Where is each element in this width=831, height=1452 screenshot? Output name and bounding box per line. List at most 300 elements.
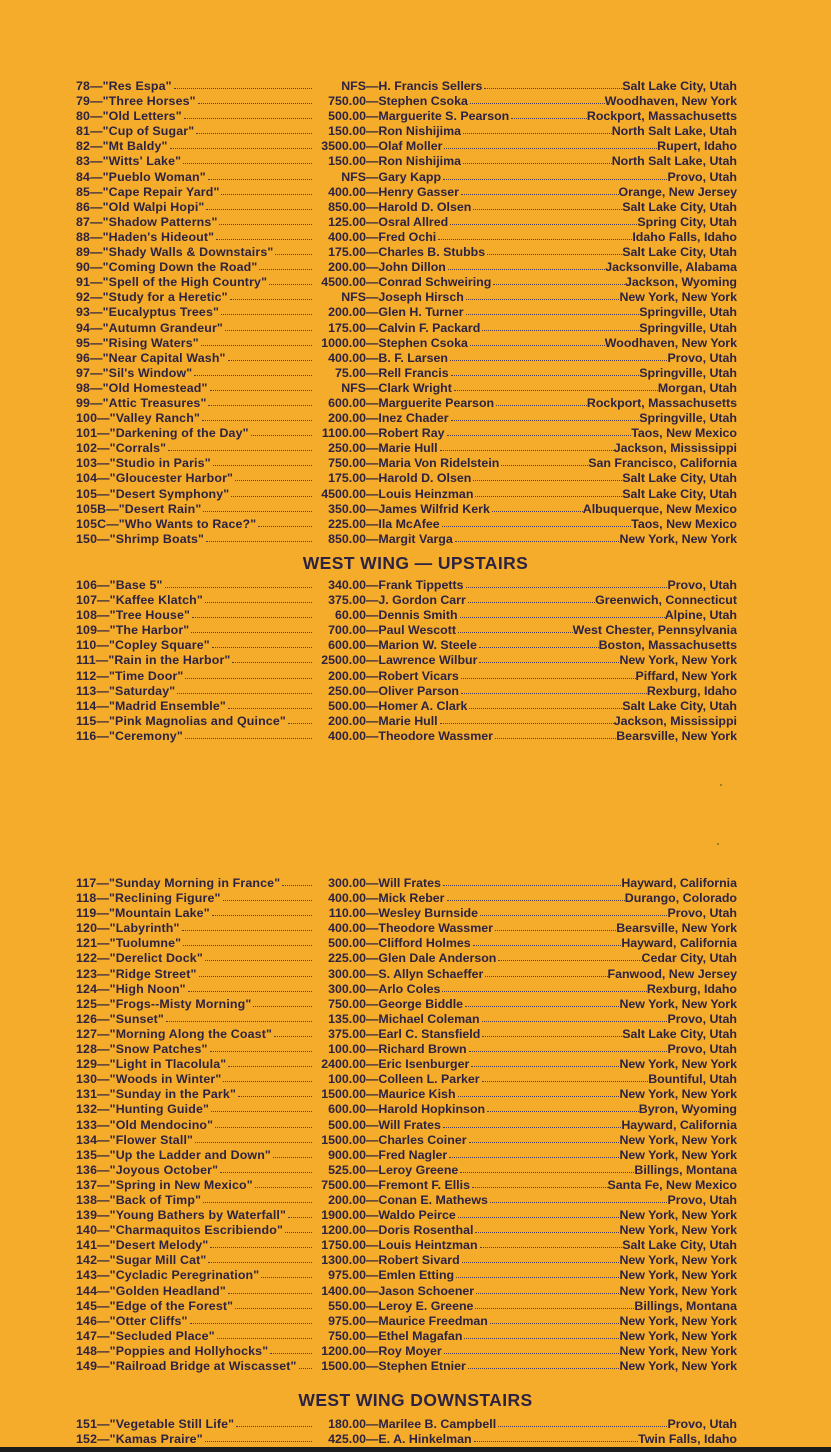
leader-dots <box>461 669 636 679</box>
leader-dots <box>442 517 632 527</box>
entry-dash: — <box>366 275 379 290</box>
entry-number-title <box>76 517 312 532</box>
entry-title: "Valley Ranch" <box>109 411 200 426</box>
entry-price-artist-location <box>314 109 737 124</box>
entry-number-title <box>76 684 312 699</box>
entry-price: 750.00 <box>328 996 366 1011</box>
entry-location: New York, New York <box>619 1132 737 1147</box>
entry-price-artist-location <box>314 578 737 593</box>
catalog-entry-row <box>0 1314 831 1329</box>
entry-artist: Louis Heintzman <box>378 1238 478 1253</box>
entry-price-artist-location <box>314 275 737 290</box>
catalog-entry-row <box>0 1417 831 1432</box>
entry-title: "Shadow Patterns" <box>102 214 218 229</box>
leader-dots <box>472 1178 608 1188</box>
entry-dash: — <box>366 623 379 638</box>
leader-dots <box>447 426 632 436</box>
entry-price-artist-location <box>314 1087 737 1102</box>
entry-dash: — <box>366 608 379 623</box>
entry-title: "Desert Symphony" <box>109 486 230 501</box>
entry-title: "Otter Cliffs" <box>109 1313 188 1328</box>
entry-dash: — <box>97 1298 110 1313</box>
leader-dots <box>482 321 639 331</box>
catalog-entry-row <box>0 1299 831 1314</box>
entry-location: New York, New York <box>619 1328 737 1343</box>
entry-dash: — <box>97 996 110 1011</box>
entry-artist: Harold D. Olsen <box>378 471 472 486</box>
entry-number-title <box>76 200 312 215</box>
leader-dots <box>216 230 312 240</box>
entry-location: Provo, Utah <box>667 1042 737 1057</box>
entry-price: 850.00 <box>328 199 366 214</box>
entry-number-title <box>76 982 312 997</box>
entry-dash: — <box>366 891 379 906</box>
entry-price-artist-location <box>314 1102 737 1117</box>
entry-price-artist-location <box>314 891 737 906</box>
entry-title: "Hunting Guide" <box>109 1102 210 1117</box>
entry-price: 1500.00 <box>321 1359 366 1373</box>
section-upstairs <box>0 578 831 744</box>
entry-artist: Homer A. Clark <box>378 698 468 713</box>
catalog-entry-row <box>0 366 831 381</box>
leader-dots <box>479 638 599 648</box>
entry-artist: Doris Rosenthal <box>378 1223 474 1238</box>
leader-dots <box>473 936 622 946</box>
entry-location: Hayward, California <box>621 1117 737 1132</box>
entry-price: 400.00 <box>328 728 366 743</box>
catalog-entry-row <box>0 714 831 729</box>
entry-price-artist-location <box>314 381 737 396</box>
leader-dots <box>210 1042 312 1052</box>
entry-number-title <box>76 669 312 684</box>
catalog-entry-row <box>0 1268 831 1283</box>
entry-number-title <box>76 532 312 547</box>
entry-number-title <box>76 275 312 290</box>
entry-artist: John Dillon <box>378 260 446 275</box>
entry-price-artist-location <box>314 1359 737 1374</box>
entry-dash: — <box>106 501 119 516</box>
entry-price-artist-location <box>314 487 737 502</box>
leader-dots <box>203 502 312 512</box>
leader-dots <box>451 366 640 376</box>
entry-title: "Who Wants to Race?" <box>118 516 257 531</box>
entry-title: "Young Bathers by Waterfall" <box>109 1208 287 1223</box>
entry-number-title <box>76 1314 312 1329</box>
entry-location: Provo, Utah <box>667 1011 737 1026</box>
catalog-entry-row <box>0 290 831 305</box>
leader-dots <box>273 1148 312 1158</box>
entry-artist: Oliver Parson <box>378 683 459 698</box>
entry-price: 200.00 <box>328 305 366 320</box>
entry-price: 7500.00 <box>321 1177 366 1192</box>
entry-artist: Marguerite S. Pearson <box>378 109 510 124</box>
entry-location: New York, New York <box>619 1359 737 1373</box>
entry-location: Byron, Wyoming <box>638 1102 737 1117</box>
entry-dash: — <box>366 139 379 154</box>
leader-dots <box>228 1284 312 1294</box>
entry-location: Springville, Utah <box>639 305 737 320</box>
entry-number-title <box>76 396 312 411</box>
entry-price: 350.00 <box>328 501 366 516</box>
entry-number-title <box>76 290 312 305</box>
entry-number: 85 <box>76 184 91 199</box>
leader-dots <box>466 305 640 315</box>
entry-title: "Sunday in the Park" <box>109 1087 236 1102</box>
catalog-entry-row <box>0 94 831 109</box>
entry-price: 1500.00 <box>321 1087 366 1102</box>
entry-location: Hayward, California <box>621 876 737 890</box>
entry-number: 114 <box>76 698 97 713</box>
leader-dots <box>210 381 312 391</box>
entry-dash: — <box>90 79 103 93</box>
entry-location: New York, New York <box>619 996 737 1011</box>
entry-artist: Robert Vicars <box>378 668 459 683</box>
entry-artist: Ethel Magafan <box>378 1328 463 1343</box>
entry-title: "Saturday" <box>109 683 176 698</box>
entry-price: NFS <box>341 169 366 184</box>
entry-number-title <box>76 321 312 336</box>
entry-number: 128 <box>76 1042 98 1057</box>
entry-price-artist-location <box>314 684 737 699</box>
entry-title: "Madrid Ensemble" <box>109 698 226 713</box>
entry-number-title <box>76 936 312 951</box>
entry-artist: Lawrence Wilbur <box>378 653 478 668</box>
entry-number-title <box>76 260 312 275</box>
entry-price-artist-location <box>314 1042 737 1057</box>
entry-title: "Up the Ladder and Down" <box>109 1147 271 1162</box>
entry-number: 111 <box>76 653 96 668</box>
heading-west-wing-downstairs: WEST WING DOWNSTAIRS <box>298 1390 533 1410</box>
entry-title: "Ceremony" <box>109 728 183 743</box>
entry-dash: — <box>366 531 379 546</box>
leader-dots <box>492 502 583 512</box>
entry-number: 148 <box>76 1343 98 1358</box>
entry-dash: — <box>97 1223 110 1238</box>
entry-dash: — <box>97 1057 110 1072</box>
catalog-entry-row <box>0 982 831 997</box>
catalog-entry-row <box>0 1027 831 1042</box>
entry-dash: — <box>366 229 379 244</box>
entry-title: "Haden's Hideout" <box>102 229 215 244</box>
entry-number: 103 <box>76 456 98 471</box>
catalog-entry-row <box>0 1087 831 1102</box>
entry-number: 121 <box>76 936 98 951</box>
catalog-entry-row <box>0 1178 831 1193</box>
catalog-entry-row <box>0 487 831 502</box>
catalog-entry-row <box>0 593 831 608</box>
entry-artist: Fremont F. Ellis <box>378 1177 470 1192</box>
entry-dash: — <box>97 608 110 623</box>
entry-dash: — <box>366 169 379 184</box>
entry-price-artist-location <box>314 532 737 547</box>
entry-number: 141 <box>76 1238 98 1253</box>
entry-artist: Charles Coiner <box>378 1132 467 1147</box>
entry-price: 200.00 <box>328 411 366 426</box>
entry-dash: — <box>366 1328 379 1343</box>
entry-dash: — <box>366 1313 379 1328</box>
entry-number: 109 <box>76 623 98 638</box>
entry-artist: Ron Nishijima <box>378 124 462 139</box>
entry-dash: — <box>366 335 379 350</box>
entry-dash: — <box>90 275 103 290</box>
entry-dash: — <box>366 996 379 1011</box>
entry-location: West Chester, Pennsylvania <box>572 623 737 638</box>
leader-dots <box>449 1148 619 1158</box>
entry-number-title <box>76 593 312 608</box>
entry-dash: — <box>366 1417 379 1431</box>
leader-dots <box>462 1253 620 1263</box>
entry-dash: — <box>366 380 379 395</box>
entry-location: Taos, New Mexico <box>631 516 737 531</box>
entry-title: "Sunset" <box>109 1011 164 1026</box>
entry-artist: Leroy E. Greene <box>378 1298 474 1313</box>
entry-location: New York, New York <box>619 1223 737 1238</box>
entry-artist: Jason Schoener <box>378 1283 475 1298</box>
entry-price: 250.00 <box>328 683 366 698</box>
catalog-entry-row <box>0 1148 831 1163</box>
entry-dash: — <box>97 441 110 456</box>
entry-number: 89 <box>76 245 91 260</box>
leader-dots <box>183 936 312 946</box>
entry-location: New York, New York <box>619 531 737 546</box>
entry-number: 116 <box>76 728 97 743</box>
entry-dash: — <box>97 951 110 966</box>
entry-dash: — <box>366 1162 379 1177</box>
entry-title: "Shady Walls & Downstairs" <box>102 245 274 260</box>
entry-number-title <box>76 1057 312 1072</box>
entry-number: 146 <box>76 1313 98 1328</box>
leader-dots <box>285 1223 312 1233</box>
entry-location: Fanwood, New Jersey <box>607 966 737 981</box>
leader-dots <box>211 1102 312 1112</box>
entry-number-title <box>76 230 312 245</box>
entry-artist: Conrad Schweiring <box>378 275 492 290</box>
entry-number-title <box>76 502 312 517</box>
entry-number: 137 <box>76 1177 98 1192</box>
entry-price: 600.00 <box>328 395 366 410</box>
entry-title: "Study for a Heretic" <box>102 290 228 305</box>
entry-price-artist-location <box>314 471 737 486</box>
entry-price: 500.00 <box>328 936 366 951</box>
entry-dash: — <box>97 1042 110 1057</box>
leader-dots <box>473 471 622 481</box>
entry-artist: E. A. Hinkelman <box>378 1432 472 1447</box>
entry-price-artist-location <box>314 1299 737 1314</box>
entry-price-artist-location <box>314 321 737 336</box>
catalog-entry-row <box>0 517 831 532</box>
leader-dots <box>275 245 312 255</box>
leader-dots <box>182 921 312 931</box>
entry-number-title <box>76 154 312 169</box>
entry-artist: Stephen Csoka <box>378 94 468 109</box>
entry-price: 300.00 <box>328 966 366 981</box>
entry-price: 4500.00 <box>321 486 366 501</box>
catalog-entry-row <box>0 1193 831 1208</box>
entry-dash: — <box>366 876 379 890</box>
entry-dash: — <box>97 623 110 638</box>
catalog-entry-row <box>0 170 831 185</box>
leader-dots <box>194 366 312 376</box>
entry-price-artist-location <box>314 366 737 381</box>
entry-number: 105 <box>76 486 98 501</box>
entry-artist: Fred Nagler <box>378 1147 448 1162</box>
entry-dash: — <box>366 426 379 441</box>
leader-dots <box>443 876 621 886</box>
entry-title: "Woods in Winter" <box>109 1072 222 1087</box>
entry-price: 400.00 <box>328 921 366 936</box>
leader-dots <box>170 139 312 149</box>
page-bottom-edge <box>0 1447 831 1452</box>
entry-price: 975.00 <box>328 1268 366 1283</box>
entry-price: 60.00 <box>334 608 366 623</box>
entry-location: Taos, New Mexico <box>631 426 737 441</box>
entry-title: "Light in Tlacolula" <box>109 1057 227 1072</box>
leader-dots <box>221 305 312 315</box>
leader-dots <box>450 351 668 361</box>
entry-price-artist-location <box>314 79 737 94</box>
entry-artist: S. Allyn Schaeffer <box>378 966 484 981</box>
entry-location: Salt Lake City, Utah <box>622 1238 737 1253</box>
leader-dots <box>198 94 312 104</box>
entry-dash: — <box>96 713 109 728</box>
entry-dash: — <box>366 124 379 139</box>
entry-price: 400.00 <box>328 229 366 244</box>
entry-dash: — <box>90 214 103 229</box>
entry-dash: — <box>366 1359 379 1373</box>
entry-location: New York, New York <box>619 1057 737 1072</box>
entry-price: NFS <box>341 290 366 305</box>
entry-artist: B. F. Larsen <box>378 350 448 365</box>
entry-dash: — <box>96 876 109 890</box>
entry-dash: — <box>97 1162 110 1177</box>
entry-number-title <box>76 426 312 441</box>
leader-dots <box>219 215 312 225</box>
entry-number-title <box>76 351 312 366</box>
section-second <box>0 876 831 1374</box>
catalog-entry-row <box>0 1057 831 1072</box>
catalog-entry-row <box>0 1072 831 1087</box>
entry-artist: James Wilfrid Kerk <box>378 501 490 516</box>
entry-price: 1100.00 <box>321 426 366 441</box>
paper-speck <box>717 843 719 845</box>
leader-dots <box>183 154 312 164</box>
leader-dots <box>201 336 312 346</box>
leader-dots <box>213 456 312 466</box>
entry-number: 149 <box>76 1359 98 1373</box>
entry-dash: — <box>366 1177 379 1192</box>
catalog-entry-row <box>0 1284 831 1299</box>
entry-artist: Will Frates <box>378 876 441 890</box>
entry-location: New York, New York <box>619 1343 737 1358</box>
leader-dots <box>443 1118 621 1128</box>
leader-dots <box>461 185 619 195</box>
entry-dash: — <box>366 320 379 335</box>
entry-title: "Sil's Window" <box>102 365 193 380</box>
entry-dash: — <box>96 891 109 906</box>
leader-dots <box>259 260 312 270</box>
entry-number-title <box>76 1072 312 1087</box>
entry-dash: — <box>97 1072 110 1087</box>
entry-artist: Stephen Csoka <box>378 335 468 350</box>
entry-title: "Edge of the Forest" <box>109 1298 234 1313</box>
entry-title: "Flower Stall" <box>109 1132 194 1147</box>
leader-dots <box>212 906 312 916</box>
leader-dots <box>174 79 312 89</box>
leader-dots <box>464 1329 619 1339</box>
entry-dash: — <box>366 1042 379 1057</box>
entry-title: "Kamas Praire" <box>109 1432 203 1447</box>
entry-title: "Coming Down the Road" <box>102 260 258 275</box>
entry-dash: — <box>366 728 379 743</box>
entry-dash: — <box>366 1223 379 1238</box>
entry-artist: Clark Wright <box>378 380 452 395</box>
entry-number-title <box>76 578 312 593</box>
leader-dots <box>482 1027 622 1037</box>
entry-number: 135 <box>76 1147 98 1162</box>
entry-artist: Clifford Holmes <box>378 936 471 951</box>
entry-dash: — <box>97 1238 110 1253</box>
entry-number: 83 <box>76 154 91 169</box>
catalog-entry-row <box>0 623 831 638</box>
leader-dots <box>223 1072 312 1082</box>
entry-artist: Fred Ochi <box>378 229 437 244</box>
entry-artist: Joseph Hirsch <box>378 290 464 305</box>
entry-dash: — <box>90 139 103 154</box>
entry-title: "Back of Timp" <box>109 1192 202 1207</box>
entry-number-title <box>76 714 312 729</box>
entry-dash: — <box>366 638 379 653</box>
entry-price: 1500.00 <box>321 1132 366 1147</box>
entry-dash: — <box>90 229 103 244</box>
leader-dots <box>473 200 622 210</box>
leader-dots <box>208 396 312 406</box>
entry-title: "Three Horses" <box>102 94 196 109</box>
entry-price-artist-location <box>314 1027 737 1042</box>
entry-title: "Labyrinth" <box>109 921 180 936</box>
entry-artist: Theodore Wassmer <box>378 728 493 743</box>
entry-dash: — <box>366 109 379 124</box>
leader-dots <box>463 124 612 134</box>
entry-dash: — <box>97 936 110 951</box>
entry-price: 2400.00 <box>321 1057 366 1072</box>
entry-artist: Theodore Wassmer <box>378 921 493 936</box>
entry-location: New York, New York <box>619 290 737 305</box>
entry-dash: — <box>90 365 103 380</box>
entry-dash: — <box>366 184 379 199</box>
entry-number-title <box>76 891 312 906</box>
entry-artist: Roy Moyer <box>378 1343 442 1358</box>
entry-dash: — <box>90 245 103 260</box>
entry-title: "Secluded Place" <box>109 1328 215 1343</box>
entry-artist: Marie Hull <box>378 441 438 456</box>
entry-price: 525.00 <box>328 1162 366 1177</box>
entry-location: Salt Lake City, Utah <box>622 79 737 93</box>
entry-title: "Desert Rain" <box>118 501 202 516</box>
entry-price-artist-location <box>314 517 737 532</box>
entry-price-artist-location <box>314 154 737 169</box>
leader-dots <box>177 684 312 694</box>
entry-artist: Earl C. Stansfield <box>378 1026 481 1041</box>
entry-number: 92 <box>76 290 91 305</box>
entry-price: 700.00 <box>328 623 366 638</box>
catalog-entry-row <box>0 185 831 200</box>
leader-dots <box>205 951 312 961</box>
catalog-entry-row <box>0 456 831 471</box>
entry-location: North Salt Lake, Utah <box>611 154 737 169</box>
entry-title: "Copley Square" <box>109 638 210 653</box>
entry-dash: — <box>366 441 379 456</box>
entry-price: 75.00 <box>334 365 366 380</box>
